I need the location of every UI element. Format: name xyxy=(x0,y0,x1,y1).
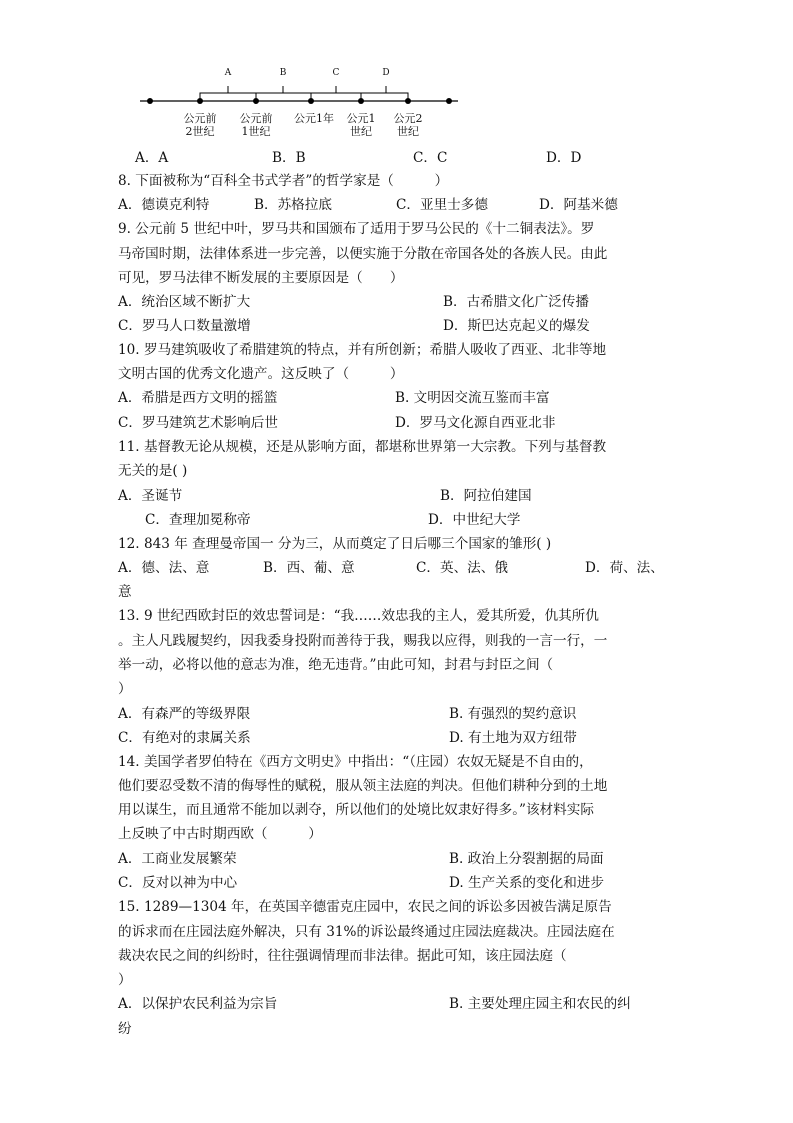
question-10-stem: 文明古国的优秀文化遗产。这反映了（ ） xyxy=(118,366,404,382)
option-c[interactable]: C．C xyxy=(413,150,448,166)
option-a[interactable]: A．工商业发展繁荣 xyxy=(118,851,237,867)
question-11-stem: 无关的是( ) xyxy=(118,463,188,479)
question-14-stem: 上反映了中古时期西欧（ ） xyxy=(118,826,322,842)
option-c[interactable]: C．反对以神为中心 xyxy=(118,875,238,891)
option-b[interactable]: B．西、葡、意 xyxy=(263,560,355,576)
question-9-stem: 马帝国时期，法律体系进一步完善，以便实施于分散在帝国各处的各族人民。由此 xyxy=(118,246,608,262)
option-d[interactable]: D．D xyxy=(546,150,582,166)
option-a[interactable]: A．以保护农民利益为宗旨 xyxy=(118,996,278,1012)
timeline-point-label: 公元前 1世纪 xyxy=(239,112,273,138)
option-a[interactable]: A．圣诞节 xyxy=(118,488,183,504)
question-14-stem: 14. 美国学者罗伯特在《西方文明史》中指出：“（庄园）农奴无疑是不自由的， xyxy=(118,754,593,770)
question-13-stem: ） xyxy=(118,681,132,697)
option-c[interactable]: C．英、法、俄 xyxy=(416,560,508,576)
timeline-bracket-d xyxy=(361,86,408,101)
option-c[interactable]: C．罗马建筑艺术影响后世 xyxy=(118,415,278,431)
question-15-stem: ） xyxy=(118,972,132,988)
option-d-continuation: 意 xyxy=(118,584,132,600)
option-b[interactable]: B．古希腊文化广泛传播 xyxy=(443,294,589,310)
option-a[interactable]: A．德谟克利特 xyxy=(118,197,210,213)
question-10-stem: 10. 罗马建筑吸收了希腊建筑的特点，并有所创新；希腊人吸收了西亚、北非等地 xyxy=(118,342,607,358)
timeline-point-label: 公元2 世纪 xyxy=(393,112,423,138)
timeline-bracket-a xyxy=(200,86,256,101)
option-a[interactable]: A．统治区域不断扩大 xyxy=(118,294,251,310)
timeline-bracket-c xyxy=(311,86,361,101)
question-11-stem: 11. 基督教无论从规模，还是从影响方面，都堪称世界第一大宗教。下列与基督教 xyxy=(118,439,607,455)
question-9-stem: 9. 公元前 5 世纪中叶，罗马共和国颁布了适用于罗马公民的《十二铜表法》。罗 xyxy=(118,221,595,237)
option-b[interactable]: B．B xyxy=(272,150,306,166)
question-14-stem: 他们要忍受数不清的侮辱性的赋税，服从领主法庭的判决。但他们耕种分到的土地 xyxy=(118,778,608,794)
question-13-stem: 。主人凡践履契约，因我委身投附而善待于我，赐我以应得，则我的一言一行，一 xyxy=(118,633,608,649)
question-14-stem: 用以谋生，而且通常不能加以剥夺，所以他们的处境比奴隶好得多。”该材料实际 xyxy=(118,802,594,818)
option-b-continuation: 纷 xyxy=(118,1021,132,1037)
timeline-point xyxy=(446,98,452,104)
question-15-stem: 的诉求而在庄园法庭外解决，只有 31%的诉讼最终通过庄园法庭裁决。庄园法庭在 xyxy=(118,924,615,940)
option-b[interactable]: B. 政治上分裂割据的局面 xyxy=(449,851,604,867)
timeline-point-label: 公元前 2世纪 xyxy=(183,112,217,138)
timeline-point xyxy=(147,98,153,104)
question-15-stem: 15. 1289—1304 年，在英国辛德雷克庄园中，农民之间的诉讼多因被告满足原告 xyxy=(118,899,612,915)
option-b[interactable]: B. 有强烈的契约意识 xyxy=(449,706,577,722)
question-15-stem: 裁决农民之间的纠纷时，往往强调情理而非法律。据此可知，该庄园法庭（ xyxy=(118,948,567,964)
timeline-bracket-b xyxy=(256,86,311,101)
question-13-stem: 举一动，必将以他的意志为准，绝无违背。”由此可知，封君与封臣之间（ xyxy=(118,657,554,673)
timeline-label-c: C xyxy=(332,68,340,78)
option-c[interactable]: C．查理加冕称帝 xyxy=(145,512,251,528)
timeline-point-label: 公元1 世纪 xyxy=(346,112,376,138)
option-d[interactable]: D．罗马文化源自西亚北非 xyxy=(395,415,556,431)
option-d[interactable]: D．荷、法、 xyxy=(585,560,664,576)
option-d[interactable]: D．中世纪大学 xyxy=(428,512,521,528)
option-c[interactable]: C．罗马人口数量激增 xyxy=(118,318,251,334)
option-c[interactable]: C．亚里士多德 xyxy=(396,197,488,213)
option-a[interactable]: A．有森严的等级界限 xyxy=(118,706,251,722)
option-a[interactable]: A．希腊是西方文明的摇篮 xyxy=(118,390,278,406)
question-12-stem: 12. 843 年 查理曼帝国一 分为三，从而奠定了日后哪三个国家的雏形( ) xyxy=(118,536,552,552)
option-a[interactable]: A．A xyxy=(135,150,169,166)
option-b[interactable]: B. 主要处理庄园主和农民的纠 xyxy=(449,996,631,1012)
option-c[interactable]: C．有绝对的隶属关系 xyxy=(118,730,251,746)
option-b[interactable]: B. 文明因交流互鉴而丰富 xyxy=(395,390,550,406)
option-a[interactable]: A．德、法、意 xyxy=(118,560,210,576)
timeline-label-a: A xyxy=(224,68,232,78)
option-b[interactable]: B．阿拉伯建国 xyxy=(440,488,532,504)
question-13-stem: 13. 9 世纪西欧封臣的效忠誓词是：“我……效忠我的主人，爱其所爱，仇其所仇 xyxy=(118,608,599,624)
timeline-point-label: 公元1年 xyxy=(294,112,334,125)
option-d[interactable]: D. 有土地为双方纽带 xyxy=(449,730,577,746)
option-d[interactable]: D. 生产关系的变化和进步 xyxy=(449,875,604,891)
question-9-stem: 可见，罗马法律不断发展的主要原因是（ ） xyxy=(118,270,404,286)
option-b[interactable]: B．苏格拉底 xyxy=(254,197,332,213)
timeline-label-d: D xyxy=(382,68,390,78)
option-d[interactable]: D．阿基米德 xyxy=(539,197,618,213)
timeline-label-b: B xyxy=(279,68,287,78)
question-8-stem: 8. 下面被称为“百科全书式学者”的哲学家是（ ） xyxy=(118,173,449,189)
option-d[interactable]: D．斯巴达克起义的爆发 xyxy=(443,318,590,334)
